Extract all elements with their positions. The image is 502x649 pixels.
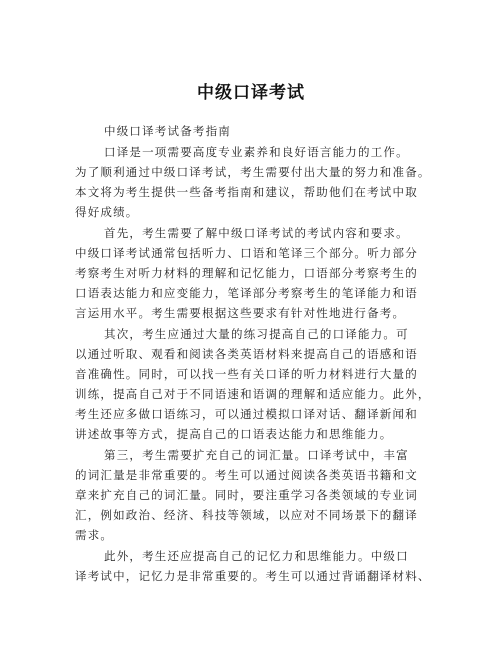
text-line: 中级口译考试备考指南 [104, 124, 231, 138]
text-line: 音准确性。同时，可以找一些有关口译的听力材料进行大量的 [75, 367, 418, 381]
text-line: 首先，考生需要了解中级口译考试的考试内容和要求。 [104, 226, 409, 240]
text-line: 言运用水平。考生需要根据这些要求有针对性地进行备考。 [75, 306, 406, 320]
text-line: 以通过听取、观看和阅读各类英语材料来提高自己的语感和语 [75, 347, 418, 361]
text-line: 口译是一项需要高度专业素养和良好语言能力的工作。 [104, 145, 409, 159]
text-line: 需求。 [75, 528, 114, 542]
text-line: 本文将为考生提供一些备考指南和建议，帮助他们在考试中取 [75, 185, 418, 199]
text-line: 为了顺利通过中级口译考试，考生需要付出大量的努力和准备。 [75, 165, 431, 179]
text-line: 其次，考生应通过大量的练习提高自己的口译能力。可 [104, 327, 409, 341]
text-line: 考生还应多做口语练习，可以通过模拟口译对话、翻译新闻和 [75, 407, 418, 421]
text-line: 口语表达能力和应变能力，笔译部分考察考生的笔译能力和语 [75, 286, 418, 300]
text-line: 考察考生对听力材料的理解和记忆能力，口语部分考察考生的 [75, 266, 418, 280]
text-line: 训练，提高自己对于不同语速和语调的理解和适应能力。此外， [75, 387, 431, 401]
text-line: 第三，考生需要扩充自己的词汇量。口译考试中，丰富 [104, 448, 409, 462]
text-line: 讲述故事等方式，提高自己的口语表达能力和思维能力。 [75, 427, 393, 441]
text-line: 译考试中，记忆力是非常重要的。考生可以通过背诵翻译材料、 [75, 569, 431, 583]
text-line: 中级口译考试通常包括听力、口语和笔译三个部分。听力部分 [75, 246, 418, 260]
text-line: 章来扩充自己的词汇量。同时，要注重学习各类领域的专业词 [75, 488, 418, 502]
text-line: 得好成绩。 [75, 205, 139, 219]
text-line: 此外，考生还应提高自己的记忆力和思维能力。中级口 [104, 549, 409, 563]
text-line: 汇，例如政治、经济、科技等领域，以应对不同场景下的翻译 [75, 508, 418, 522]
text-line: 的词汇量是非常重要的。考生可以通过阅读各类英语书籍和文 [75, 468, 418, 482]
document-title: 中级口译考试 [197, 83, 305, 103]
